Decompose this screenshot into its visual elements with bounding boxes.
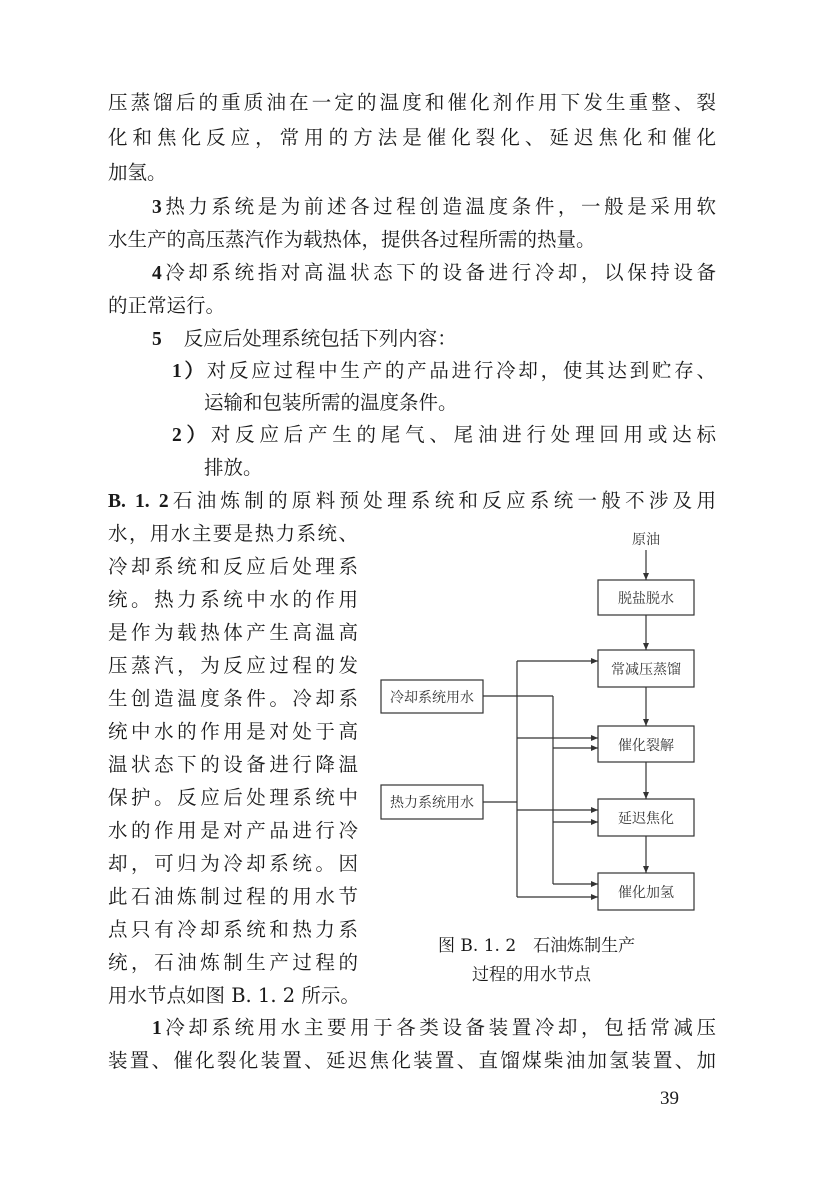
item-text: 冷却系统用水主要用于各类设备装置冷却，包括常减压 — [161, 1016, 716, 1039]
crude-oil-label: 原油 — [632, 532, 660, 548]
text-line: 化和焦化反应，常用的方法是催化裂化、延迟焦化和催化 — [108, 126, 716, 149]
text-line: 统中水的作用是对处于高 — [108, 720, 358, 743]
sub-item-number: 2） — [172, 425, 211, 446]
text-line: 水，用水主要是热力系统、 — [108, 522, 358, 545]
item-number: 5 — [152, 329, 162, 350]
thermal-water-label: 热力系统用水 — [390, 795, 474, 811]
text-line: 生创造温度条件。冷却系 — [108, 687, 358, 710]
sub-item-text: 对反应后产生的尾气、尾油进行处理回用或达标 — [210, 423, 716, 446]
atm-vac-label: 常减压蒸馏 — [611, 662, 681, 678]
item-3-line2: 水生产的高压蒸汽作为载热体，提供各过程所需的热量。 — [108, 228, 596, 251]
item-text: 冷却系统指对高温状态下的设备进行冷却，以保持设备 — [161, 261, 716, 284]
text-line: 却，可归为冷却系统。因 — [108, 852, 358, 875]
desalt-label: 脱盐脱水 — [618, 591, 674, 607]
item-number: 1 — [152, 1018, 162, 1039]
sub-item-text: 对反应过程中生产的产品进行冷却，使其达到贮存、 — [206, 359, 716, 382]
item-1-line1 — [152, 1011, 716, 1045]
text-line: 冷却系统和反应后处理系 — [108, 555, 358, 578]
text-line: 水的作用是对产品进行冷 — [108, 819, 358, 842]
delayed-coking-label: 延迟焦化 — [618, 811, 674, 827]
section-number: B. 1. 2 — [108, 491, 169, 512]
sub-item-1-line2: 运输和包装所需的温度条件。 — [204, 391, 458, 414]
section-text: 石油炼制的原料预处理系统和反应系统一般不涉及用 — [168, 489, 716, 512]
text-line: 点只有冷却系统和热力系 — [108, 918, 358, 941]
sub-item-2-line2: 排放。 — [204, 456, 263, 479]
text-line: 是作为载热体产生高温高 — [108, 621, 358, 644]
item-4-line2: 的正常运行。 — [108, 294, 226, 317]
item-number: 4 — [152, 263, 162, 284]
text-line: 压蒸馏后的重质油在一定的温度和催化剂作用下发生重整、裂 — [108, 91, 716, 114]
text-line: 用水节点如图 B. 1. 2 所示。 — [108, 984, 360, 1007]
text-line: 温状态下的设备进行降温 — [108, 753, 358, 776]
sub-item-number: 1） — [172, 361, 207, 382]
text-line: 压蒸汽，为反应过程的发 — [108, 654, 358, 677]
cooling-water-label: 冷却系统用水 — [390, 690, 474, 706]
text-line: 统，石油炼制生产过程的 — [108, 951, 358, 974]
figure-caption-line1: 图 B. 1. 2 石油炼制生产 — [438, 936, 636, 956]
text-line: 加氢。 — [108, 161, 167, 184]
cat-hydrogenation-label: 催化加氢 — [618, 885, 674, 901]
text-line: 保护。反应后处理系统中 — [108, 786, 358, 809]
figure-caption-line2: 过程的用水节点 — [472, 965, 591, 985]
item-text: 热力系统是为前述各过程创造温度条件，一般是采用软 — [161, 195, 716, 218]
cat-crack-label: 催化裂解 — [618, 738, 674, 754]
text-line: 此石油炼制过程的用水节 — [108, 885, 358, 908]
item-text: 反应后处理系统包括下列内容： — [183, 327, 457, 350]
text-line: 统。热力系统中水的作用 — [108, 588, 358, 611]
item-number: 3 — [152, 197, 162, 218]
page-number: 39 — [660, 1088, 679, 1109]
item-1-line2: 装置、催化裂化装置、延迟焦化装置、直馏煤柴油加氢装置、加 — [108, 1049, 716, 1072]
